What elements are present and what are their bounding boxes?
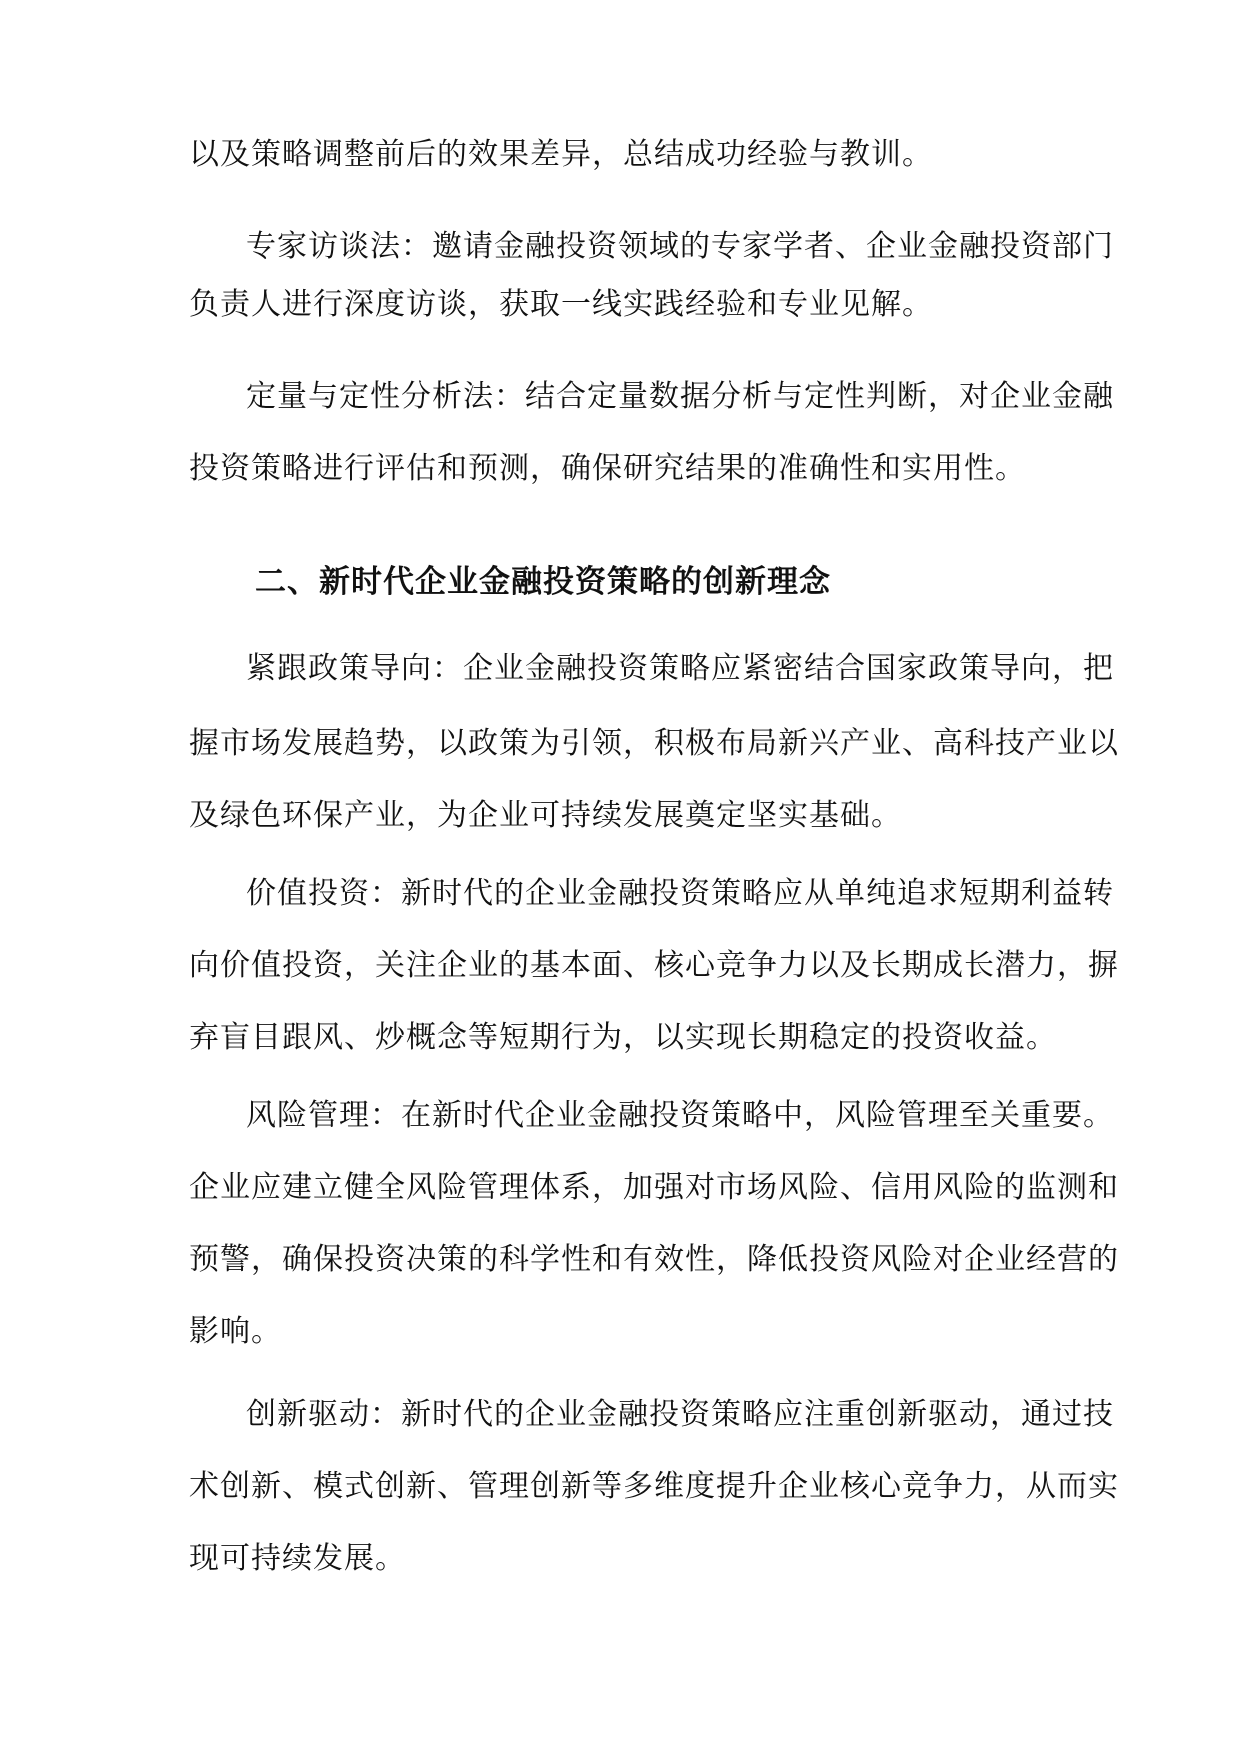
text-line: 紧跟政策导向：企业金融投资策略应紧密结合国家政策导向，把	[246, 651, 1114, 686]
text-line: 现可持续发展。	[189, 1541, 406, 1576]
text-line: 创新驱动：新时代的企业金融投资策略应注重创新驱动，通过技	[246, 1397, 1114, 1432]
text-line: 风险管理：在新时代企业金融投资策略中，风险管理至关重要。	[246, 1098, 1114, 1133]
text-line: 影响。	[189, 1314, 282, 1349]
text-line: 握市场发展趋势，以政策为引领，积极布局新兴产业、高科技产业以	[189, 726, 1119, 761]
text-line: 价值投资：新时代的企业金融投资策略应从单纯追求短期利益转	[246, 876, 1114, 911]
section-heading: 二、新时代企业金融投资策略的创新理念	[255, 564, 831, 600]
text-line: 向价值投资，关注企业的基本面、核心竞争力以及长期成长潜力，摒	[189, 948, 1119, 983]
text-line: 投资策略进行评估和预测，确保研究结果的准确性和实用性。	[189, 451, 1026, 486]
text-line: 以及策略调整前后的效果差异，总结成功经验与教训。	[189, 137, 933, 172]
text-line: 定量与定性分析法：结合定量数据分析与定性判断，对企业金融	[246, 379, 1114, 414]
text-line: 及绿色环保产业，为企业可持续发展奠定坚实基础。	[189, 798, 902, 833]
text-line: 预警，确保投资决策的科学性和有效性，降低投资风险对企业经营的	[189, 1242, 1119, 1277]
text-line: 弃盲目跟风、炒概念等短期行为，以实现长期稳定的投资收益。	[189, 1020, 1057, 1055]
text-line: 负责人进行深度访谈，获取一线实践经验和专业见解。	[189, 287, 933, 322]
text-line: 专家访谈法：邀请金融投资领域的专家学者、企业金融投资部门	[246, 229, 1114, 264]
text-line: 企业应建立健全风险管理体系，加强对市场风险、信用风险的监测和	[189, 1170, 1119, 1205]
text-line: 术创新、模式创新、管理创新等多维度提升企业核心竞争力，从而实	[189, 1469, 1119, 1504]
